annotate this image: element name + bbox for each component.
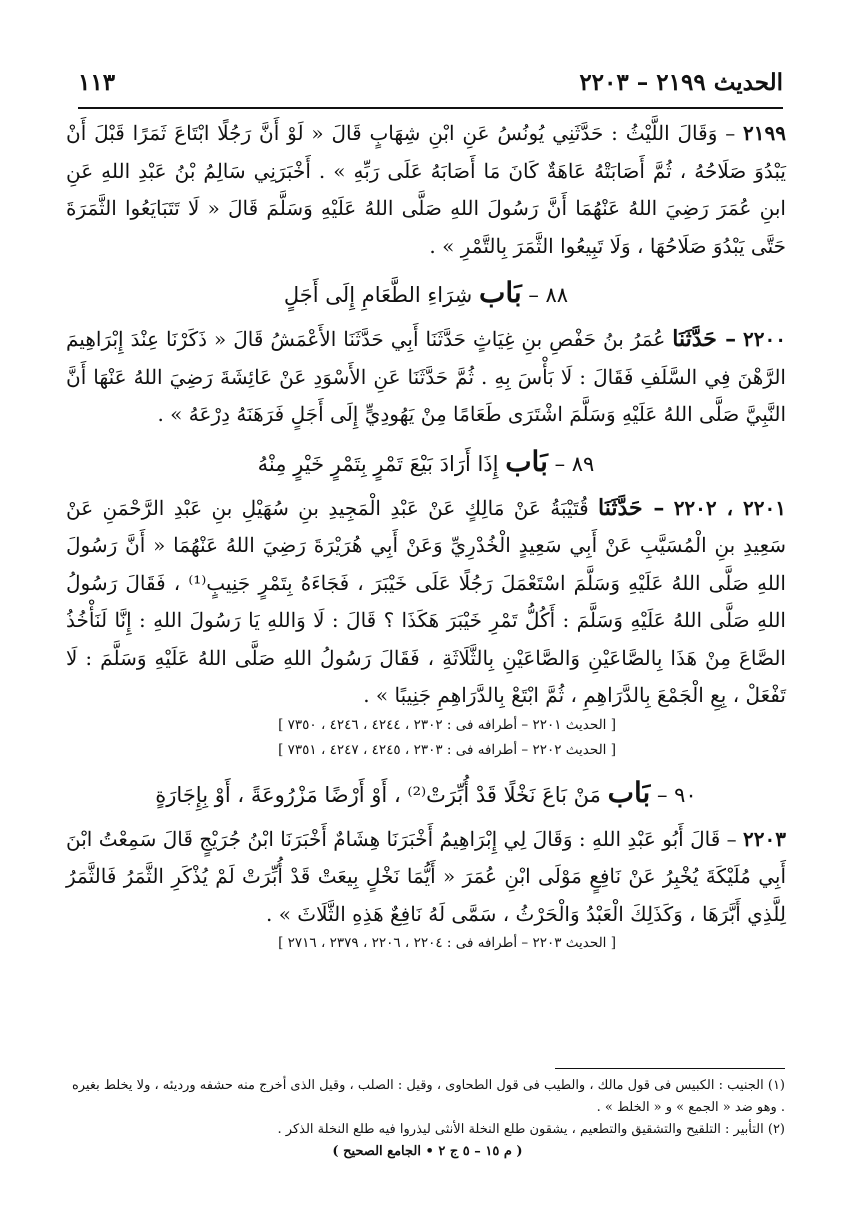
footnote-1: (١) الجنيب : الكبيس فى قول مالك ، والطيب فى قول الطحاوى ، وقيل : الصلب ، وقيل الذى أخرج منه حشفه ورديئه ، ولا يخلط بغيره . وهو ضد « الجمع » و « الخلط » .: [71, 1078, 785, 1115]
chapter-bab-label: بَاب: [505, 444, 548, 478]
footnotes: [70, 1075, 785, 1163]
hadith-text: عُمَرُ بنُ حَفْصِ بنِ غِيَاثٍ حَدَّثَنَا أَبِي حَدَّثَنَا الأَعْمَشُ قَالَ « ذَكَرْنَا عِنْدَ إِبْرَاهِيمَ الرَّهْنَ فِي السَّلَفِ فَقَالَ : لَا بَأْسَ بِهِ . ثُمَّ حَدَّثَنَا عَنِ الأَسْوَدِ عَنْ عَائِشَةَ رَضِيَ اللهُ عَنْهَا أَنَّ النَّبِيَّ صَلَّى اللهُ عَلَيْهِ وَسَلَّمَ اشْتَرَى طَعَامًا مِنْ يَهُودِيٍّ إِلَى أَجَلٍ فَرَهَنَهُ دِرْعَهُ » .: [66, 327, 786, 426]
signature-line: ( م ١٥ – ٥ ج ٢ • الجامع الصحيح ): [332, 1144, 523, 1159]
hadith-number: ٢٢٠٠: [743, 327, 787, 351]
chapter-number: ٨٨ –: [528, 283, 569, 307]
cross-references-2203: [ الحديث ٢٢٠٣ – أطرافه فى : ٢٢٠٤ ، ٢٢٠٦ ، ٢٣٧٩ ، ٢٧١٦ ]: [278, 935, 616, 951]
cross-references-2201: [ الحديث ٢٢٠١ – أطرافه فى : ٢٣٠٢ ، ٤٢٤٤ ، ٤٢٤٦ ، ٧٣٥٠ ]: [278, 716, 616, 733]
chapter-title: شِرَاءِ الطَّعَامِ إِلَى أَجَلٍ: [283, 283, 473, 307]
chapter-number: ٨٩ –: [554, 451, 595, 476]
footnote-rule: [555, 1068, 785, 1069]
hadith-number: ٢٢٠٣: [743, 826, 787, 851]
chapter-title: إِذَا أَرَادَ بَيْعَ تَمْرٍ بِتَمْرٍ خَيْرٍ مِنْهُ: [257, 451, 499, 476]
footnote-2: (٢) التأبير : التلقيح والتشقيق والتطعيم ، يشقون طلع النخلة الأنثى ليذروا فيه طلع النخلة الذكر .: [277, 1122, 785, 1137]
hadith-2199: [66, 115, 786, 265]
main-text: [66, 115, 786, 958]
hadith-2200: [66, 321, 786, 434]
chapter-heading-88: [66, 265, 786, 321]
hadith-number: ٢١٩٩: [743, 121, 787, 145]
hadith-number: ٢٢٠١ ، ٢٢٠٢: [673, 495, 786, 520]
cross-references-2202: [ الحديث ٢٢٠٢ – أطرافه فى : ٢٣٠٣ ، ٤٢٤٥ ، ٤٢٤٧ ، ٧٣٥١ ]: [278, 741, 616, 758]
chapter-bab-label: بَاب: [478, 276, 522, 309]
chapter-title: مَنْ بَاعَ نَخْلًا قَدْ أُبِّرَتْ⁽²⁾ ، أَوْ أَرْضًا مَزْرُوعَةً ، أَوْ بِإِجَارَةٍ: [155, 782, 601, 807]
haddathana-label: – حَدَّثَنَا: [598, 494, 665, 521]
hadith-2203: [66, 821, 786, 934]
chapter-number: ٩٠ –: [656, 782, 697, 807]
chapter-heading-90: [66, 765, 786, 821]
running-title: الحديث ٢١٩٩ – ٢٢٠٣: [579, 68, 783, 96]
page-number: ١١٣: [78, 68, 116, 96]
page-header: [78, 62, 783, 102]
hadith-text: قُتَيْبَةُ عَنْ مَالِكٍ عَنْ عَبْدِ الْمَجِيدِ بنِ سُهَيْلِ بنِ عَبْدِ الرَّحْمَنِ عَنْ سَعِيدِ بنِ الْمُسَيَّبِ عَنْ أَبِي سَعِيدٍ الْخُدْرِيِّ وَعَنْ أَبِي هُرَيْرَةَ رَضِيَ اللهُ عَنْهُمَا « أَنَّ رَسُولَ اللهِ صَلَّى اللهُ عَلَيْهِ وَسَلَّمَ اسْتَعْمَلَ رَجُلًا عَلَى خَيْبَرَ ، فَجَاءَهُ بِتَمْرٍ جَنِيبٍ⁽¹⁾ ، فَقَالَ رَسُولُ اللهِ صَلَّى اللهُ عَلَيْهِ وَسَلَّمَ : أَكُلُّ تَمْرِ خَيْبَرَ هَكَذَا ؟ قَالَ : لَا وَاللهِ يَا رَسُولَ اللهِ : إِنَّا لَنَأْخُذُ الصَّاعَ مِنْ هَذَا بِالصَّاعَيْنِ وَالصَّاعَيْنِ بِالثَّلَاثَةِ ، فَقَالَ رَسُولُ اللهِ صَلَّى اللهُ عَلَيْهِ وَسَلَّمَ : لَا تَفْعَلْ ، بِعِ الْجَمْعَ بِالدَّرَاهِمِ ، ثُمَّ ابْتَعْ بِالدَّرَاهِمِ جَنِيبًا » .: [66, 495, 786, 707]
chapter-bab-label: بَاب: [607, 775, 651, 809]
hadith-2201-2202: [66, 490, 786, 715]
haddathana-label: – حَدَّثَنَا: [672, 326, 737, 352]
hadith-text: – وَقَالَ اللَّيْثُ : حَدَّثَنِي يُونُسُ عَنِ ابْنِ شِهَابٍ قَالَ « لَوْ أَنَّ رَجُلًا ابْتَاعَ ثَمَرًا قَبْلَ أَنْ يَبْدُوَ صَلَاحُهُ ، ثُمَّ أَصَابَتْهُ عَاهَةٌ كَانَ مَا أَصَابَهُ عَلَى رَبِّهِ » . أَخْبَرَنِي سَالِمُ بْنُ عَبْدِ اللهِ عَنِ ابنِ عُمَرَ رَضِيَ اللهُ عَنْهُمَا أَنَّ رَسُولَ اللهِ صَلَّى اللهُ عَلَيْهِ وَسَلَّمَ قَالَ « لَا تَتَبَايَعُوا الثَّمَرَةَ حَتَّى يَبْدُوَ صَلَاحُهَا ، وَلَا تَبِيعُوا الثَّمَرَ بِالتَّمْرِ » .: [66, 121, 786, 258]
chapter-heading-89: [66, 434, 786, 490]
header-rule: [78, 107, 783, 109]
hadith-text: – قَالَ أَبُو عَبْدِ اللهِ : وَقَالَ لِي إِبْرَاهِيمُ أَخْبَرَنَا هِشَامٌ أَخْبَرَنَا ابْنُ جُرَيْجٍ قَالَ سَمِعْتُ ابْنَ أَبِي مُلَيْكَةَ يُخْبِرُ عَنْ نَافِعٍ مَوْلَى ابْنِ عُمَرَ « أَيُّمَا نَخْلٍ بِيعَتْ قَدْ أُبِّرَتْ لَمْ يُذْكَرِ الثَّمَرُ فَالثَّمَرُ لِلَّذِي أَبَّرَهَا ، وَكَذَلِكَ الْعَبْدُ وَالْحَرْثُ ، سَمَّى لَهُ نَافِعٌ هَذِهِ الثَّلَاثَ » .: [66, 826, 786, 926]
